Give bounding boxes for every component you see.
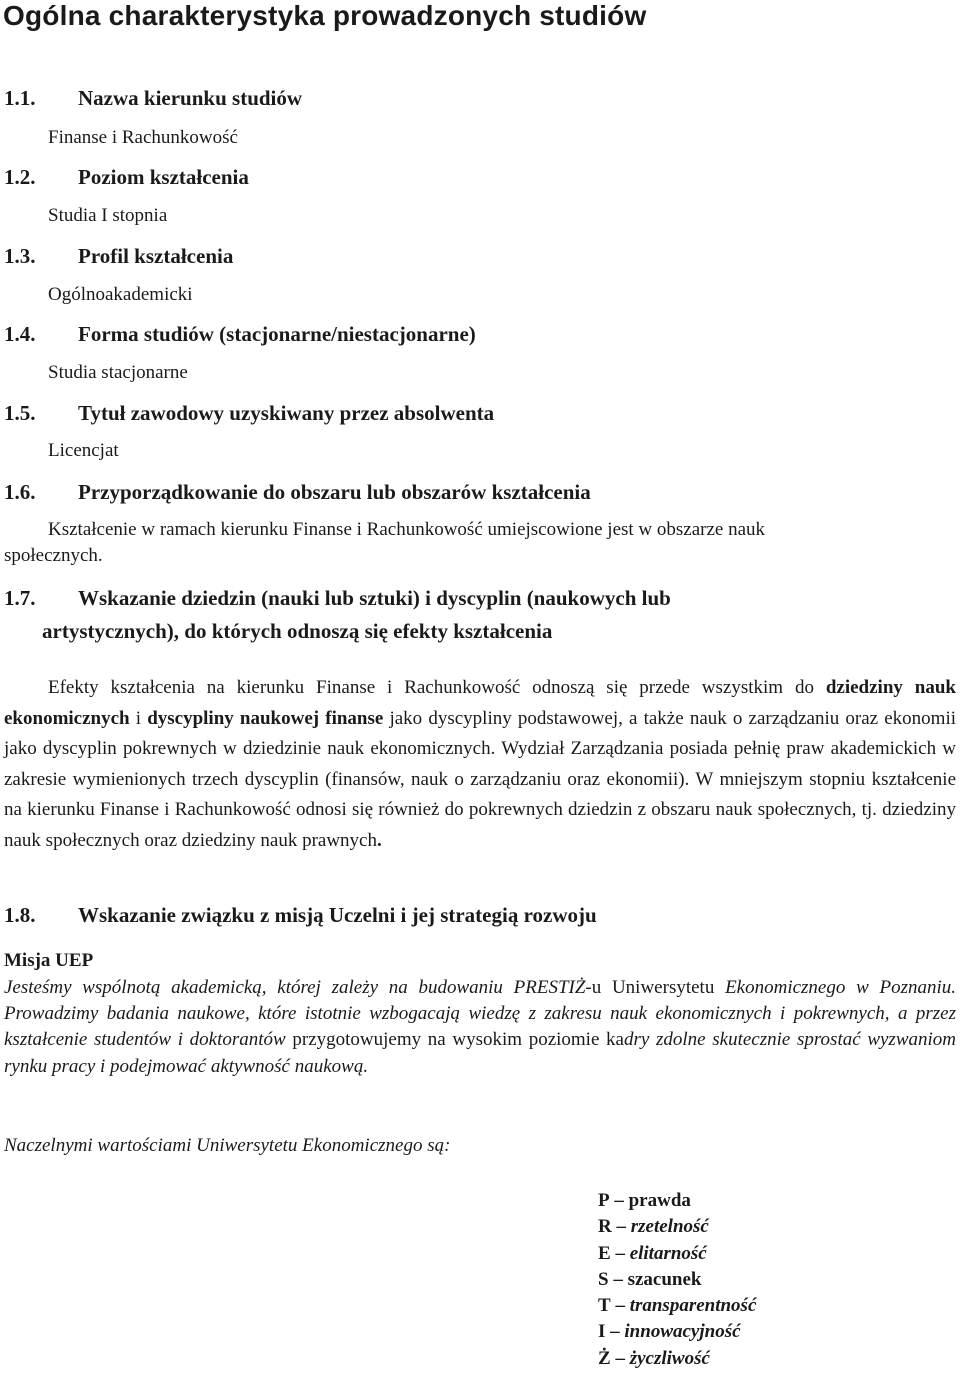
values-list [598,1188,756,1372]
section-value-1-1: Finanse i Rachunkowość [48,127,238,148]
section-heading-text: Nazwa kierunku studiów [78,86,303,110]
section-number: 1.3. [4,244,36,268]
value-item: I – innowacyjność [598,1321,741,1343]
section-heading-1-8 [4,903,597,928]
emphasis-field: dziedziny nauk ekonomicznych [4,677,956,729]
section-heading-1-2 [4,165,249,190]
section-number: 1.8. [4,903,36,927]
page-title: Ogólna charakterystyka prowadzonych studiów [3,0,647,31]
section-value-1-5: Licencjat [48,440,119,461]
section-heading-1-7 [4,586,671,611]
section-heading-1-3 [4,244,233,269]
emphasis-discipline: dyscypliny naukowej finanse [147,707,384,729]
section-value-1-3: Ogólnoakademicki [48,284,193,305]
section-number: 1.6. [4,480,36,504]
section-heading-text: Forma studiów (stacjonarne/niestacjonarne) [78,322,476,346]
section-heading-text: Tytuł zawodowy uzyskiwany przez absolwenta [78,401,495,425]
value-item: Ż – życzliwość [598,1347,710,1369]
section-number: 1.7. [4,586,36,610]
value-item: R – rzetelność [598,1216,709,1238]
section-number: 1.2. [4,165,36,189]
section-heading-1-4 [4,322,476,347]
mission-label: Misja UEP [4,950,94,971]
section-heading-text: Przyporządkowanie do obszaru lub obszarów kształcenia [78,480,591,504]
disciplines-paragraph: Efekty kształcenia na kierunku Finanse i Rachunkowość odnoszą się przede wszystkim do dziedziny nauk ekonomicznych i dyscypliny naukowej finanse jako dyscypliny podstawowej, a także nauk o zarządzaniu oraz ekonomii jako dyscyplin pokrewnych w dziedzinie nauk ekonomicznych. Wydział Zarządzania posiada pełnię praw akademickich w zakresie wymienionych trzech dyscyplin (finansów, nauk o zarządzaniu oraz ekonomii). W mniejszym stopniu kształcenie na kierunku Finanse i Rachunkowość odnosi się również do pokrewnych dziedzin z obszaru nauk społecznych, tj. dziedziny nauk społecznych oraz dziedziny nauk prawnych. [4,677,957,851]
section-heading-text: Wskazanie dziedzin (nauki lub sztuki) i dyscyplin (naukowych lub [78,586,671,610]
section-heading-1-5 [4,401,494,426]
section-number: 1.4. [4,322,36,346]
section-heading-1-1 [4,86,302,111]
section-number: 1.5. [4,401,36,425]
section-heading-1-6 [4,480,591,505]
mission-paragraph: Jesteśmy wspólnotą akademicką, której zależy na budowaniu PRESTIŻ-u Uniwersytetu Ekonomicznego w Poznaniu. Prowadzimy badania naukowe, które istotnie wzbogacają wiedzę z zakresu nauk ekonomicznych i pokrewnych, a przez kształcenie studentów i doktorantów przygotowujemy na wysokim poziomie kadry zdolne skutecznie sprostać wyzwaniom rynku pracy i podejmować aktywność naukową. [4,977,956,1077]
section-heading-text: Poziom kształcenia [78,165,249,189]
value-item: P – prawda [598,1190,691,1211]
section-value-1-2: Studia I stopnia [48,205,168,226]
section-heading-1-7-line2: artystycznych), do których odnoszą się efekty kształcenia [42,619,553,643]
values-intro: Naczelnymi wartościami Uniwersytetu Ekonomicznego są: [4,1135,451,1156]
section-heading-text: Profil kształcenia [78,244,234,268]
section-heading-text: Wskazanie związku z misją Uczelni i jej strategią rozwoju [78,903,597,927]
value-item: T – transparentność [598,1295,757,1317]
value-item: E – elitarność [598,1242,707,1264]
section-number: 1.1. [4,86,36,110]
section-value-1-6-line1: Kształcenie w ramach kierunku Finanse i Rachunkowość umiejscowione jest w obszarze nauk [48,519,766,540]
value-item: S – szacunek [598,1268,702,1290]
section-value-1-6-line2: społecznych. [4,545,103,566]
section-value-1-4: Studia stacjonarne [48,362,188,383]
